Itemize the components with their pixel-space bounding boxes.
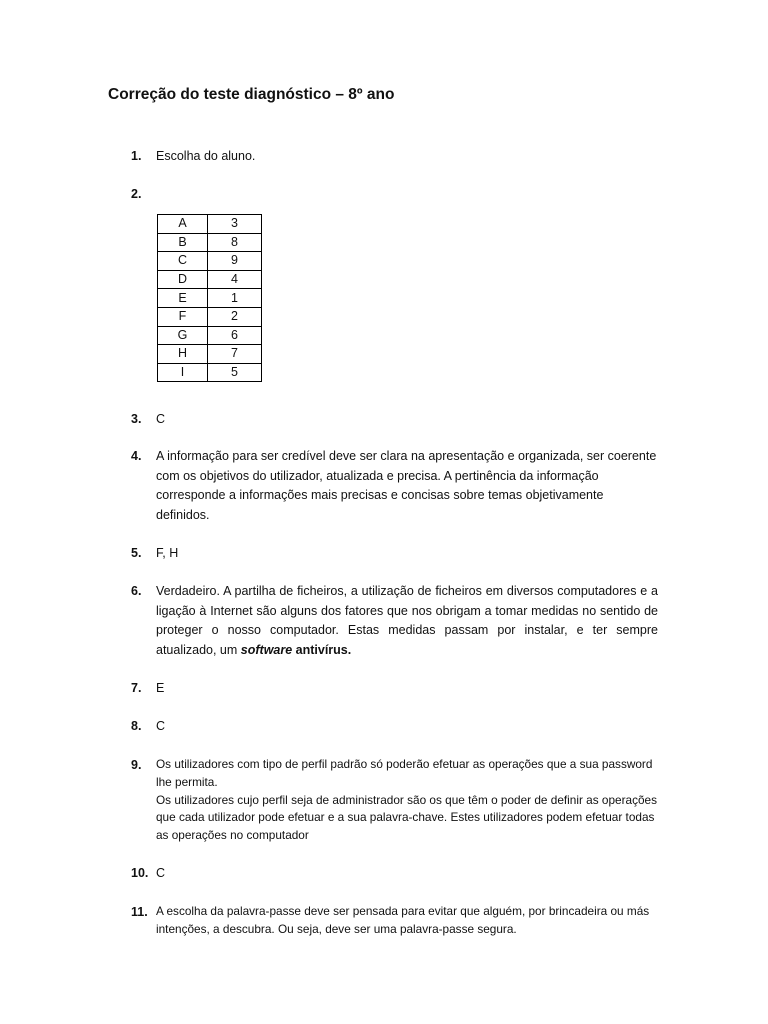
table-cell-letter: A <box>158 215 208 234</box>
question-number: 11. <box>131 905 148 919</box>
question-number: 5. <box>131 546 142 560</box>
answer-paragraph-2: Os utilizadores cujo perfil seja de administrador são os que têm o poder de definir as operações que cada utilizador pode efetuar e a sua palavra-chave. Estes utilizadores podem efetuar todas as operações no computador <box>156 792 657 843</box>
table-cell-number: 8 <box>208 233 262 252</box>
emphasis-software: software <box>240 642 293 657</box>
answer-text: A informação para ser credível deve ser clara na apresentação e organizada, ser coerente com os objetivos do utilizador, atualizada e precisa. A pertinência da informação corresponde a informações mais precisas e concisas sobre temas objetivamente definidos. <box>156 449 657 522</box>
table-cell-letter: C <box>158 252 208 271</box>
question-number: 6. <box>131 584 142 598</box>
table-row <box>158 345 262 364</box>
answer-text: E <box>156 681 165 695</box>
table-cell-number: 6 <box>208 326 262 345</box>
table-cell-letter: I <box>158 363 208 382</box>
answer-text: A escolha da palavra-passe deve ser pensada para evitar que alguém, por brincadeira ou más intenções, a descubra. Ou seja, deve ser uma palavra-passe segura. <box>156 904 650 936</box>
answer-text <box>156 582 658 660</box>
answer-text <box>156 756 658 845</box>
question-number: 2. <box>131 187 142 201</box>
table-cell-letter: H <box>158 345 208 364</box>
table-row <box>158 233 262 252</box>
table-row <box>158 289 262 308</box>
question-number: 7. <box>131 681 142 695</box>
table-row <box>158 252 262 271</box>
page-title: Correção do teste diagnóstico – 8º ano <box>108 86 395 103</box>
table-row <box>158 215 262 234</box>
answer-text: C <box>156 866 166 880</box>
table-cell-number: 9 <box>208 252 262 271</box>
table-cell-number: 3 <box>208 215 262 234</box>
question-number: 4. <box>131 449 142 463</box>
question-number: 9. <box>131 758 142 772</box>
answer-tail: antivírus. <box>292 642 352 657</box>
answer-text: C <box>156 719 166 733</box>
table-row <box>158 307 262 326</box>
question-number: 3. <box>131 412 142 426</box>
table-cell-letter: B <box>158 233 208 252</box>
answer-text: F, H <box>156 546 179 560</box>
answer-text: Escolha do aluno. <box>156 149 256 163</box>
answer-paragraph-1: Os utilizadores com tipo de perfil padrão só poderão efetuar as operações que a sua password lhe permita. <box>156 757 653 789</box>
table-row <box>158 270 262 289</box>
question-number: 8. <box>131 719 142 733</box>
table-row <box>158 326 262 345</box>
table-cell-number: 1 <box>208 289 262 308</box>
answer-table <box>157 214 262 382</box>
table-cell-letter: G <box>158 326 208 345</box>
table-row <box>158 363 262 382</box>
table-cell-number: 7 <box>208 345 262 364</box>
answer-text: C <box>156 412 166 426</box>
answer-body: Verdadeiro. A partilha de ficheiros, a utilização de ficheiros em diversos computadores e a ligação à Internet são alguns dos fatores que nos obrigam a tomar medidas no sentido de proteger o nosso computador. Estas medidas passam por instalar, e ter sempre atualizado, um <box>156 584 658 657</box>
question-number: 1. <box>131 149 142 163</box>
table-cell-number: 4 <box>208 270 262 289</box>
question-number: 10. <box>131 866 149 880</box>
table-cell-number: 5 <box>208 363 262 382</box>
table-cell-letter: E <box>158 289 208 308</box>
table-cell-letter: F <box>158 307 208 326</box>
table-cell-number: 2 <box>208 307 262 326</box>
table-cell-letter: D <box>158 270 208 289</box>
